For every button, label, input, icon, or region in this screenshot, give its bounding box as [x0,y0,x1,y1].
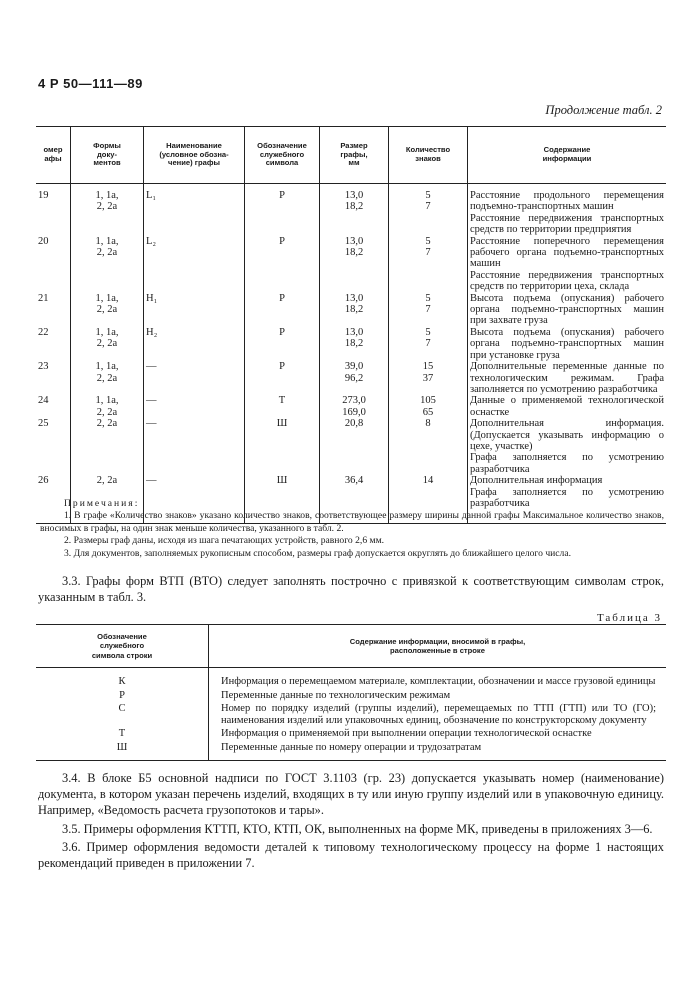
table2-cell-name: L₂ [144,236,245,293]
paragraphs [38,770,664,873]
table2-cell-num: 26 [36,475,71,524]
table3-cell-sym: Р [36,689,209,703]
table2-cell-forms: 1, 1а, 2, 2а [71,184,144,236]
table2-cell-content: Данные о применяемой технологической оснастке [468,395,667,418]
table2-cell-size: 36,4 [320,475,389,524]
table2-header-cell: омер афы [36,127,71,184]
table2-cell-name: — [144,475,245,524]
table3-cell-content: Номер по порядку изделий (группы изделий), перемещаемых по ТТП (ГТП) или ТО (ГО); наименования изделий или упаковочных единиц, обозначение по конструкторскому документу [221,703,656,726]
paragraph-3-3: 3.3. Графы форм ВТП (ВТО) следует заполнять построчно с привязкой к соответствующим символам строк, указанным в табл. 3. [38,574,664,604]
table2-cell-sym: Р [245,236,320,293]
table3-cell-sym: Ш [36,741,209,760]
table2-cell-sym: Р [245,184,320,236]
paragraph: 3.4. В блоке Б5 основной надписи по ГОСТ 3.1103 (гр. 23) допускается указывать номер (наименование) документа, в котором указан перечень изделий, входящих в ту или иную группу изделий или в упаковочную единицу. Например, «Ведомость расчета грузопотоков и тары». [38,771,664,818]
table2-cell-forms: 1, 1а, 2, 2а [71,361,144,395]
table2-cell-forms: 1, 1а, 2, 2а [71,395,144,418]
table2-cell-chars: 5 7 [389,327,468,361]
table2-cell-num: 20 [38,235,49,247]
table3-cell-sym: Т [36,727,209,741]
table-2 [36,126,666,524]
table-row [36,361,666,395]
table-row [36,184,666,236]
table3-header-cell: Обозначение служебного символа строки [36,625,209,668]
table2-cell-content: Расстояние поперечного перемещения рабочего органа подъемно-транспортных машин Расстояние передвижения транспортных средств по территории цеха, склада [468,236,667,293]
table2-cell-sym: Т [245,395,320,418]
paragraph: 3.5. Примеры оформления КТТП, КТО, КТП, ОК, выполненных на форме МК, приведены в приложениях 3—6. [62,821,653,836]
table-row [36,293,666,327]
table2-header-cell: Содержание информации [468,127,667,184]
table-row [36,236,666,293]
table-row [36,741,666,760]
table3-cell-content: Переменные данные по номеру операции и трудозатратам [209,741,667,760]
table2-cell-content: Дополнительная информация. (Допускается указывать информацию о цехе, участке) Графа заполняется по усмотрению разработчика [468,418,667,475]
notes-title: Примечания: [64,498,140,509]
table-3-caption: Таблица 3 [596,612,662,624]
table2-cell-name: H₁ [144,293,245,327]
table2-cell-forms: 2, 2а [71,475,144,524]
table2-cell-forms: 1, 1а, 2, 2а [71,327,144,361]
table2-cell-size: 13,0 18,2 [320,293,389,327]
table2-cell-name: H₂ [144,327,245,361]
table-3 [36,624,666,761]
table2-cell-name: L₁ [144,184,245,236]
table-row [36,668,666,689]
table2-cell-sym: Ш [245,418,320,475]
table2-cell-num: 23 [38,361,49,373]
table2-cell-sym: Ш [245,475,320,524]
table2-cell-num: 22 [38,326,49,338]
paragraph: 3.6. Пример оформления ведомости деталей к типовому технологическому процессу на форме 1 настоящих рекомендаций приведен в приложении 7. [38,839,664,871]
note-item: 3. Для документов, заполняемых рукописным способом, размеры граф допускается округлять до ближайшего целого числа. [64,547,571,559]
table-row [36,327,666,361]
table2-cell-size: 13,0 18,2 [320,184,389,236]
table-notes [40,498,664,560]
table-row [36,395,666,418]
table2-cell-chars: 5 7 [389,236,468,293]
table2-cell-size: 39,0 96,2 [320,361,389,395]
table-continuation-label: Продолжение табл. 2 [545,103,662,117]
table2-cell-content: Дополнительная информация Графа заполняется по усмотрению разработчика [468,475,667,524]
table2-cell-content: Высота подъема (опускания) рабочего органа подъемно-транспортных машин при установке груза [468,327,667,361]
table2-cell-chars: 5 7 [389,184,468,236]
table2-header-cell: Наименование (условное обозна- чение) графы [144,127,245,184]
note-item: 1. В графе «Количество знаков» указано количество знаков, соответствующее размеру ширины данной графы Максимальное количество знаков, вносимых в графы, на один знак меньше количества, указанного в табл. 2. [40,510,664,534]
table2-cell-chars: 105 65 [389,395,468,418]
table2-cell-content: Высота подъема (опускания) рабочего органа подъемно-транспортных машин при захвате груза [468,293,667,327]
table3-header-cell: Содержание информации, вносимой в графы, расположенные в строке [209,625,667,668]
table-row [36,702,666,727]
table2-cell-forms: 2, 2а [71,418,144,475]
table2-header-cell: Размер графы, мм [320,127,389,184]
table2-cell-size: 20,8 [320,418,389,475]
table3-cell-content: Информация о применяемой при выполнении операции технологической оснастке [221,728,592,740]
table3-cell-content: Переменные данные по технологическим режимам [221,689,451,701]
table2-cell-num: 24 [38,395,49,407]
table2-cell-name: — [144,418,245,475]
table2-header-cell: Обозначение служебного символа [245,127,320,184]
table2-cell-chars: 5 7 [389,293,468,327]
table2-cell-sym: Р [245,293,320,327]
table-row [36,418,666,475]
table2-cell-forms: 1, 1а, 2, 2а [71,236,144,293]
table2-cell-name: — [144,395,245,418]
table-row [36,727,666,741]
table2-cell-sym: Р [245,327,320,361]
table2-cell-name: — [144,361,245,395]
table2-cell-num: 25 [38,418,49,430]
note-item: 2. Размеры граф даны, исходя из шага печатающих устройств, равного 2,6 мм. [64,535,385,547]
table2-cell-sym: Р [245,361,320,395]
table-row [36,689,666,703]
table2-header-cell: Количество знаков [389,127,468,184]
table2-cell-chars: 8 [389,418,468,475]
table2-cell-chars: 14 [389,475,468,524]
table3-cell-sym: К [36,668,209,689]
table2-cell-size: 273,0 169,0 [320,395,389,418]
table2-cell-chars: 15 37 [389,361,468,395]
page-header: 4 Р 50—111—89 [38,76,143,91]
table3-cell-content: Информация о перемещаемом материале, комплектации, обозначении и массе грузовой единицы [221,676,656,687]
table2-cell-content: Расстояние продольного перемещения подъемно-транспортных машин Расстояние передвижения транспортных средств по территории предприятия [468,184,667,236]
table2-cell-size: 13,0 18,2 [320,236,389,293]
table2-header-cell: Формы доку- ментов [71,127,144,184]
table2-cell-num: 21 [38,292,49,304]
table2-cell-size: 13,0 18,2 [320,327,389,361]
table2-cell-content: Дополнительные переменные данные по технологическим режимам. Графа заполняется по усмотрению разработчика [468,361,667,395]
table2-cell-num: 19 [38,190,49,201]
table2-cell-forms: 1, 1а, 2, 2а [71,293,144,327]
table3-cell-sym: С [36,702,209,727]
